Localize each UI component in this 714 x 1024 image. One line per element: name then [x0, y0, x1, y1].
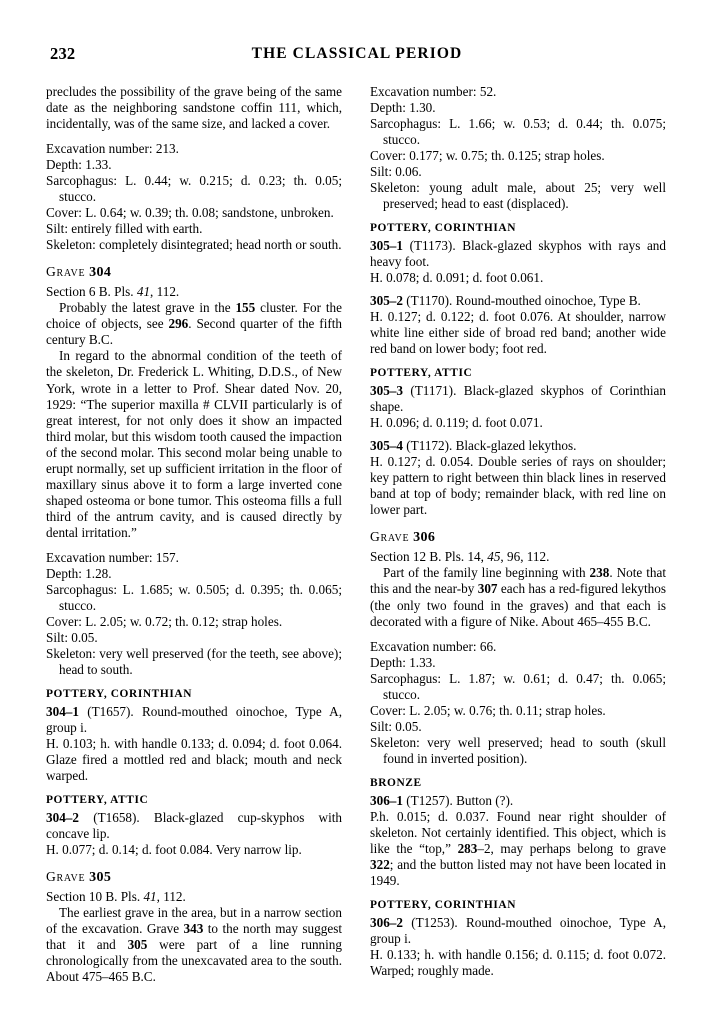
- page-number: 232: [50, 44, 76, 63]
- skeleton: Skeleton: very well preserved; head to south (skull found in inverted position).: [370, 734, 666, 766]
- grave-304-section: Section 6 B. Pls. 41, 112.: [46, 284, 180, 300]
- paragraph-continuation: precludes the possibility of the grave being of the same date as the neighboring sandstone coffin 111, which, incidentally, was of the same size, and lacked a cover.: [46, 84, 342, 132]
- catalog-dims-306-2: H. 0.133; h. with handle 0.156; d. 0.115; d. foot 0.072. Warped; roughly made.: [370, 946, 666, 978]
- catalog-dims-305-3: H. 0.096; d. 0.119; d. foot 0.071.: [370, 415, 543, 431]
- catalog-dims-306-1: P.h. 0.015; d. 0.037. Found near right shoulder of skeleton. Not certainly identified. This object, which is like the “top,” 283–2, may perhaps belong to grave 322; and the button listed may not have been located in 1949.: [370, 808, 666, 888]
- grave-305-para-1: The earliest grave in the area, but in a narrow section of the excavation. Grave 343 to the north may suggest that it and 305 were part of a line running chronologically from the unexcavated area to the south. About 475–465 B.C.: [46, 905, 342, 985]
- excavation-number: Excavation number: 213.: [46, 141, 179, 157]
- running-head: THE CLASSICAL PERIOD: [251, 45, 463, 62]
- grave-heading-306: [370, 529, 666, 546]
- catalog-text: (T1658). Black-glazed cup-skyphos with concave lip.: [46, 809, 343, 841]
- left-column: [46, 84, 342, 985]
- catalog-text: (T1257). Button (?).: [406, 792, 514, 808]
- catalog-number: 305–2: [370, 293, 403, 309]
- cover: Cover: L. 2.05; w. 0.76; th. 0.11; strap holes.: [370, 702, 606, 718]
- catalog-text: (T1253). Round-mouthed oinochoe, Type A, group i.: [370, 914, 667, 946]
- excavation-number: Excavation number: 52.: [370, 84, 497, 99]
- catalog-text: (T1657). Round-mouthed oinochoe, Type A, group i.: [46, 703, 343, 735]
- text-columns: [46, 84, 668, 985]
- catalog-number: 305–1: [370, 238, 403, 254]
- grave-305-section: Section 10 B. Pls. 41, 112.: [46, 889, 186, 904]
- grave-304-para-2: In regard to the abnormal condition of the teeth of the skeleton, Dr. Frederick L. Whiting, D.D.S., of New York, wrote in a letter to Prof. Shear dated Nov. 20, 1929: “The superior maxilla # CLVII particularly is of great interest, for not only does it show an impacted third molar, but this wisdom tooth caused the impaction of the second molar. This second molar being unable to erupt normally, set up sufficient irritation in the floor of maxillary sinus above it to form a large inverted cone shaped osteoma or bone tumor. This osteoma fills a full third of the antrum cavity, and is caused directly by dental irritation.”: [46, 348, 342, 540]
- catalog-dims-304-2: H. 0.077; d. 0.14; d. foot 0.084. Very narrow lip.: [46, 841, 302, 857]
- sarcophagus: Sarcophagus: L. 1.685; w. 0.505; d. 0.395; th. 0.065; stucco.: [46, 581, 342, 613]
- catalog-number: 304–1: [46, 703, 79, 719]
- depth: Depth: 1.33.: [370, 654, 436, 670]
- catalog-text: (T1173). Black-glazed skyphos with rays and heavy foot.: [370, 238, 666, 270]
- catalog-number: 304–2: [46, 809, 79, 825]
- grave-304-para-1: Probably the latest grave in the 155 cluster. For the choice of objects, see 296. Second quarter of the fifth century B.C.: [46, 300, 343, 348]
- catalog-entry-304-2: [46, 810, 342, 842]
- cover: Cover: 0.177; w. 0.75; th. 0.125; strap holes.: [370, 148, 605, 164]
- catalog-text: (T1172). Black-glazed lekythos.: [406, 438, 577, 454]
- catalog-number: 306–2: [370, 914, 403, 930]
- silt: Silt: entirely filled with earth.: [46, 221, 203, 237]
- skeleton: Skeleton: young adult male, about 25; very well preserved; head to east (displaced).: [370, 180, 666, 212]
- catalog-entry-306-1: [370, 793, 666, 809]
- catalog-dims-305-2: H. 0.127; d. 0.122; d. foot 0.076. At shoulder, narrow white line either side of broad red band; another wide red band on lower body; foot red.: [370, 309, 666, 357]
- catalog-dims-305-1: H. 0.078; d. 0.091; d. foot 0.061.: [370, 270, 544, 286]
- catalog-entry-304-1: [46, 704, 342, 736]
- grave-306-para-1: Part of the family line beginning with 238. Note that this and the near-by 307 each has a red-figured lekythos (the only two found in the graves) and that each is decorated with a figure of Nike. About 465–455 B.C.: [370, 565, 666, 629]
- skeleton: Skeleton: very well preserved (for the teeth, see above); head to south.: [46, 646, 342, 678]
- right-column: [370, 84, 666, 985]
- grave-word: Grave: [46, 869, 86, 884]
- grave-number: 304: [89, 265, 112, 281]
- catalog-entry-305-2: [370, 293, 666, 309]
- catalog-number: 306–1: [370, 792, 403, 808]
- cover: Cover: L. 0.64; w. 0.39; th. 0.08; sandstone, unbroken.: [46, 205, 334, 221]
- excavation-number: Excavation number: 157.: [46, 549, 179, 565]
- sarcophagus: Sarcophagus: L. 1.66; w. 0.53; d. 0.44; th. 0.075; stucco.: [370, 116, 666, 148]
- catalog-entry-305-1: [370, 238, 666, 270]
- depth: Depth: 1.30.: [370, 100, 436, 116]
- grave-word: Grave: [370, 529, 410, 545]
- catalog-text: (T1171). Black-glazed skyphos of Corinthian shape.: [370, 383, 667, 415]
- catalog-dims-305-4: H. 0.127; d. 0.054. Double series of rays on shoulder; key pattern to right between thin black lines in reserved band at top of body; remainder black, with red line on lower part.: [370, 454, 666, 518]
- catalog-dims-304-1: H. 0.103; h. with handle 0.133; d. 0.094; d. foot 0.064. Glaze fired a mottled red and black; mouth and neck warped.: [46, 735, 342, 784]
- depth: Depth: 1.28.: [46, 565, 112, 581]
- catalog-text: (T1170). Round-mouthed oinochoe, Type B.: [406, 293, 641, 309]
- catalog-entry-305-4: [370, 438, 666, 454]
- pottery-attic-label: POTTERY, ATTIC: [370, 367, 473, 380]
- bronze-label: BRONZE: [370, 776, 422, 789]
- catalog-number: 305–4: [370, 438, 403, 454]
- catalog-entry-306-2: [370, 915, 666, 947]
- grave-number: 305: [89, 870, 112, 885]
- silt: Silt: 0.06.: [370, 164, 422, 180]
- pottery-corinthian-label: POTTERY, CORINTHIAN: [370, 898, 517, 911]
- grave-heading-304: [46, 264, 342, 281]
- pottery-corinthian-label: POTTERY, CORINTHIAN: [370, 222, 517, 235]
- grave-306-section: Section 12 B. Pls. 14, 45, 96, 112.: [370, 549, 550, 565]
- grave-heading-305: [46, 869, 342, 886]
- silt: Silt: 0.05.: [46, 629, 98, 645]
- page-header: [46, 44, 668, 78]
- pottery-corinthian-label: POTTERY, CORINTHIAN: [46, 688, 193, 701]
- grave-number: 306: [413, 530, 436, 546]
- sarcophagus: Sarcophagus: L. 0.44; w. 0.215; d. 0.23; th. 0.05; stucco.: [46, 173, 342, 205]
- sarcophagus: Sarcophagus: L. 1.87; w. 0.61; d. 0.47; th. 0.065; stucco.: [370, 670, 666, 702]
- catalog-number: 305–3: [370, 383, 403, 399]
- depth: Depth: 1.33.: [46, 157, 112, 173]
- grave-word: Grave: [46, 264, 86, 280]
- skeleton: Skeleton: completely disintegrated; head north or south.: [46, 237, 342, 253]
- silt: Silt: 0.05.: [370, 718, 422, 734]
- cover: Cover: L. 2.05; w. 0.72; th. 0.12; strap holes.: [46, 613, 283, 629]
- pottery-attic-label: POTTERY, ATTIC: [46, 794, 149, 807]
- excavation-number: Excavation number: 66.: [370, 638, 497, 654]
- catalog-entry-305-3: [370, 383, 666, 415]
